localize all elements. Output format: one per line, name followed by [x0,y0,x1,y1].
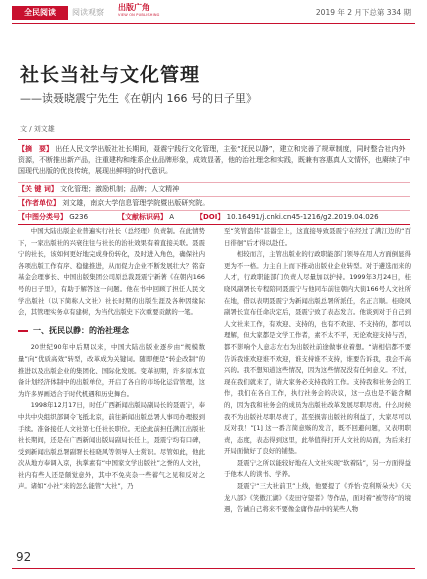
logo-main: 出版广角 [118,3,150,12]
article-subtitle: ——读聂晓震宁先生《在朝内 166 号的日子里》 [20,92,257,105]
abstract-text: 出任人民文学出版社社长期间，聂震宁践行文化管理，主张“抚民以静”，建立和完善了规章制度，同时整合社内外资源，不断推出新产品，注重建构和维系企业品牌形象，成效显著，他的治社理念和实践，既兼有容惠真人文情怀，也赓续了中国现代出版的优良传统，展现出鲜明的时代意识。 [18,145,410,175]
clc-value: G236 [69,213,89,221]
article-author: 文 / 刘文雄 [20,125,55,133]
paragraph: 1998年12月17日，时任广西新闻出版局副局长的聂震宁，奉中共中央组织部调令飞抵北京，前往新闻出版总署人事司办理报到手续。准备接任人文社第七任社长职位。无论此前担任满江出版社社长期间，还是在广西新闻出版局副局长任上，聂震宁均有口碑，受到新闻出版总署副署长桂晓风等领导人士赏识。尽管如此，他此次从地方奉调入京，执掌素有“中国家文学出版社”之誉的人文社，社内有些人还是颇觉意外，其中不免夹杂一些蓄气之见和反对之声。诸如“小社”来的怎么能管“大社”，乃 [18,401,205,491]
heading-mark [18,330,28,332]
paragraph: 20世纪90年中后期以来，中国大陆出版业逐步由“规模数量”向“优质高效”转型，改革成为关键词。随即便是“转企改制”的推进以及出版企业的集团化、国际化发展。变革初期，许多原本宣备计划经济体制中的出版单位，开启了各自的市场化运营管理，这为许多界画适合于时代机遇和历史舞台。 [18,343,205,398]
paragraph: 相较而言，主管出版业的行政职能部门领导在用人方面倒显得更为不一格。力主自上而下推动出版业企业转型。对于遴选而来的人才，行政职能部门负责人尽量加以护持。1999年3月24日，桂晓风副署长专程陪同聂震宁与他同车前往朝内大街166号人文社所在地，借以表明聂震宁为新闻出版总署所派任，名正言顺。桂晓风副署长宣布任命决定后，聂震宁致了表态发言。他谈到对于自己到人文社来工作，有欢迎、支持的，也有不欢迎、不支持的，都可以理解，但大家都是文学工作者，素不太不平，无论欢迎支持与否，都不影响个人意志左右为出版社前途做事业着想。“请相信都不要告诉我谁欢迎谁不欢迎，谁支持谁不支持，谁要告诉我，我会不高兴的。我不想知道这些情况，因为这些情况没有任何意义。不过，现在我们就来了，请大家务必支持我的工作。支持我和社务会的工作，我们在各自工作，执行社务会的决议，这一点也是不能含糊的，因为我和社务会的成员为出版社改革发展尽职尽责。什么时候我不为出版社尽职尽责了，甚至损害出版社的利益了，大家尽可以反对我！”[1] 这一番言简意赅的发言，既不回避问题，又表明职责，态度，表态得到这里，此举值得打开人文社的局面，为后来打开局面做好了良好的铺垫。 [224,250,411,456]
footer-divider [12,568,415,569]
doi-key: 【DOI】 [196,213,225,221]
page-header [0,0,427,24]
keywords-text: 文化管理；激励机制；品牌；人文精神 [60,185,180,193]
meta-divider [18,182,410,183]
doc-code [118,212,174,223]
page-number: 92 [16,550,32,564]
abstract [18,144,410,177]
paragraph: 中国大陆出版企业普遍实行社长（总经理）负责制。在此情势下，一家出版社的兴衰往往与社长的治社效果有着直接关联。聂震宁的社长，该如何更好地完成身份转化，及时进入角色，确保社内各项出版工作有序、稳健推进，从而促力企业不断发展壮大？铭奋基金会理事长、中国出版集团公司原总裁聂震宁新著《在朝内166号的日子里》，有助于解答这一问题。他在书中回顾了担任人民文学出版社（以下简称人文社）社长时期的出版生涯及各种因缘际会，其管理实务卓有建树，为当代出版史下次重要贡献的一笔。 [18,227,205,317]
author-unit-text: 刘文雄，南京大学信息管理学院暨出版研究院。 [62,199,210,207]
magazine-logo [118,3,160,21]
abstract-key: 【摘 要】 [18,145,53,153]
clc-key: 【中图分类号】 [18,213,67,221]
clc [18,212,88,223]
article-meta [18,139,410,221]
paragraph: 聂震宁“三大社前卫”上线，他要提了《乔怡·克利斯朵夫》《天龙八部》《笑傲江湖》《麦田守望者》等作品，面对着“被等待”的境遇，告诫自己将来不要像金庸作品中的某些人物 [224,482,411,514]
header-divider [12,23,415,24]
paragraph: 至“笑管盗伟”甚嚣尘上，这直接导致聂震宁在经过了满江边的“百日徘徊”后才得以赴任。 [224,227,411,247]
doi [196,212,379,223]
meta-bottom-rule [18,224,410,225]
section-heading-text: 一、抚民以静：的治社理念 [33,325,129,335]
body-column-right [224,226,411,516]
doc-value: A [169,213,175,221]
issue-info: 2019 年 2 月下总第 334 期 [315,8,411,17]
column-tag: 全民阅读 [12,6,68,20]
author-unit [18,198,209,209]
doc-key: 【文献标识码】 [118,213,167,221]
keywords [18,184,179,195]
meta-divider [18,196,410,197]
doi-value: 10.16491/j.cnki.cn45-1216/g2.2019.04.026 [226,213,379,221]
section-label: 阅读观察 [72,8,104,17]
keywords-key: 【关 键 词】 [18,185,58,193]
author-unit-key: 【作者单位】 [18,199,60,207]
logo-sub: VIEW ON PUBLISHING [118,13,160,17]
article-title: 社长当社与文化管理 [20,64,201,86]
meta-divider [18,210,410,211]
section-heading [18,325,205,337]
paragraph: 聂震宁之所以能较好地在人文社实现“软着陆”，另一方面得益于他本人的读书、学养。 [224,458,411,479]
body-column-left [18,226,205,493]
